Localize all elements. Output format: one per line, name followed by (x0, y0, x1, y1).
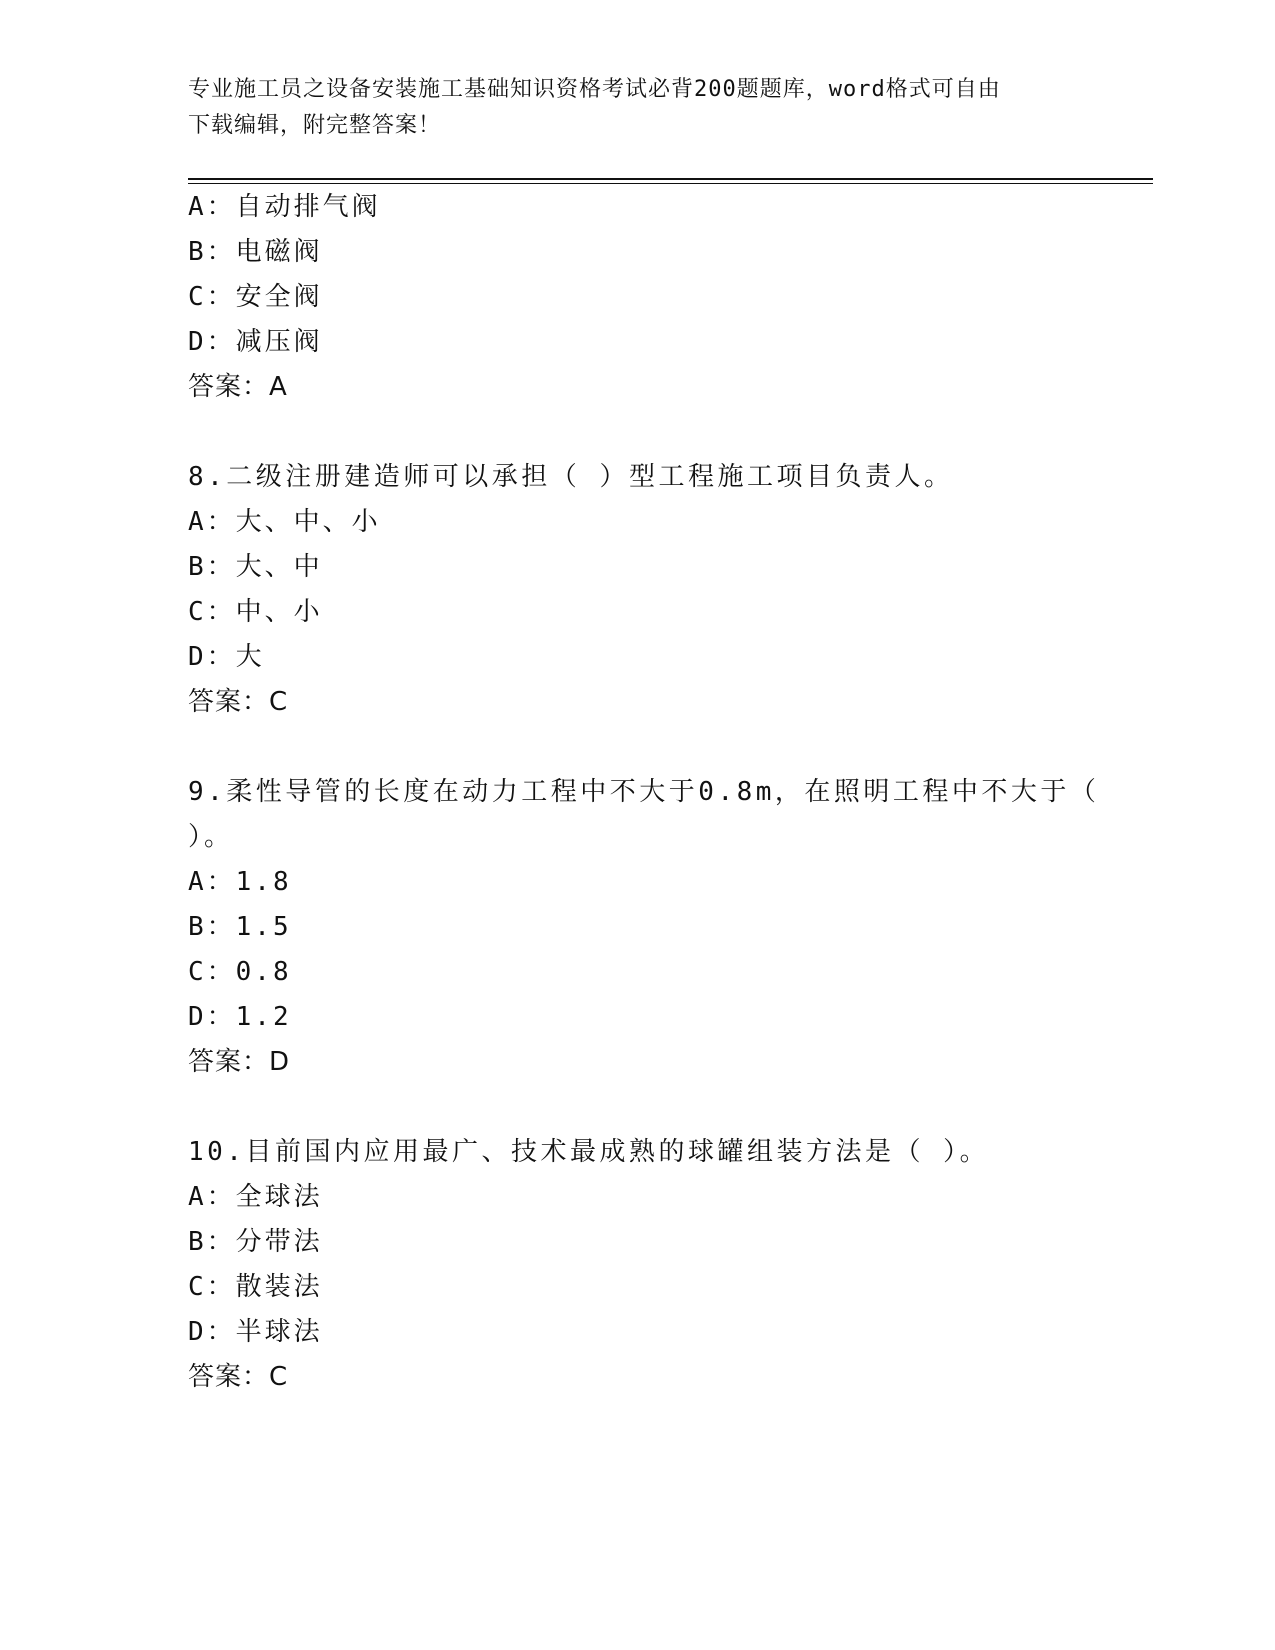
q10-option-c: C：散装法 (188, 1272, 323, 1302)
q9-option-b: B：1.5 (188, 912, 292, 942)
q9-option-a: A：1.8 (188, 867, 292, 897)
q8-option-a: A：大、中、小 (188, 507, 381, 537)
document-header (188, 72, 1068, 144)
q9-question-line-2: ）。 (188, 822, 234, 852)
q9-answer: 答案：D (188, 1047, 291, 1077)
q9-question-line-1: 9.柔性导管的长度在动力工程中不大于0.8m，在照明工程中不大于（ (188, 777, 1100, 807)
q7-option-c: C：安全阀 (188, 282, 323, 312)
q10-answer: 答案：C (188, 1362, 289, 1392)
q8-option-c: C：中、小 (188, 597, 323, 627)
q10-option-b: B：分带法 (188, 1227, 323, 1257)
q7-option-b: B：电磁阀 (188, 237, 323, 267)
q7-option-a: A：自动排气阀 (188, 192, 381, 222)
q10-question: 10.目前国内应用最广、技术最成熟的球罐组装方法是（ ）。 (188, 1137, 990, 1167)
header-rule-thick (188, 178, 1153, 180)
q8-option-d: D：大 (188, 642, 265, 672)
q8-option-b: B：大、中 (188, 552, 323, 582)
header-line-1: 专业施工员之设备安装施工基础知识资格考试必背200题题库，word格式可自由 (188, 77, 1001, 102)
header-rule-thin (188, 183, 1153, 184)
q7-answer: 答案：A (188, 372, 288, 402)
q8-answer: 答案：C (188, 687, 289, 717)
header-line-2: 下载编辑，附完整答案！ (188, 113, 442, 138)
q8-question: 8.二级注册建造师可以承担（ ）型工程施工项目负责人。 (188, 462, 954, 492)
q9-option-d: D：1.2 (188, 1002, 292, 1032)
q9-option-c: C：0.8 (188, 957, 292, 987)
q10-option-a: A：全球法 (188, 1182, 323, 1212)
q10-option-d: D：半球法 (188, 1317, 323, 1347)
q7-option-d: D：减压阀 (188, 327, 323, 357)
